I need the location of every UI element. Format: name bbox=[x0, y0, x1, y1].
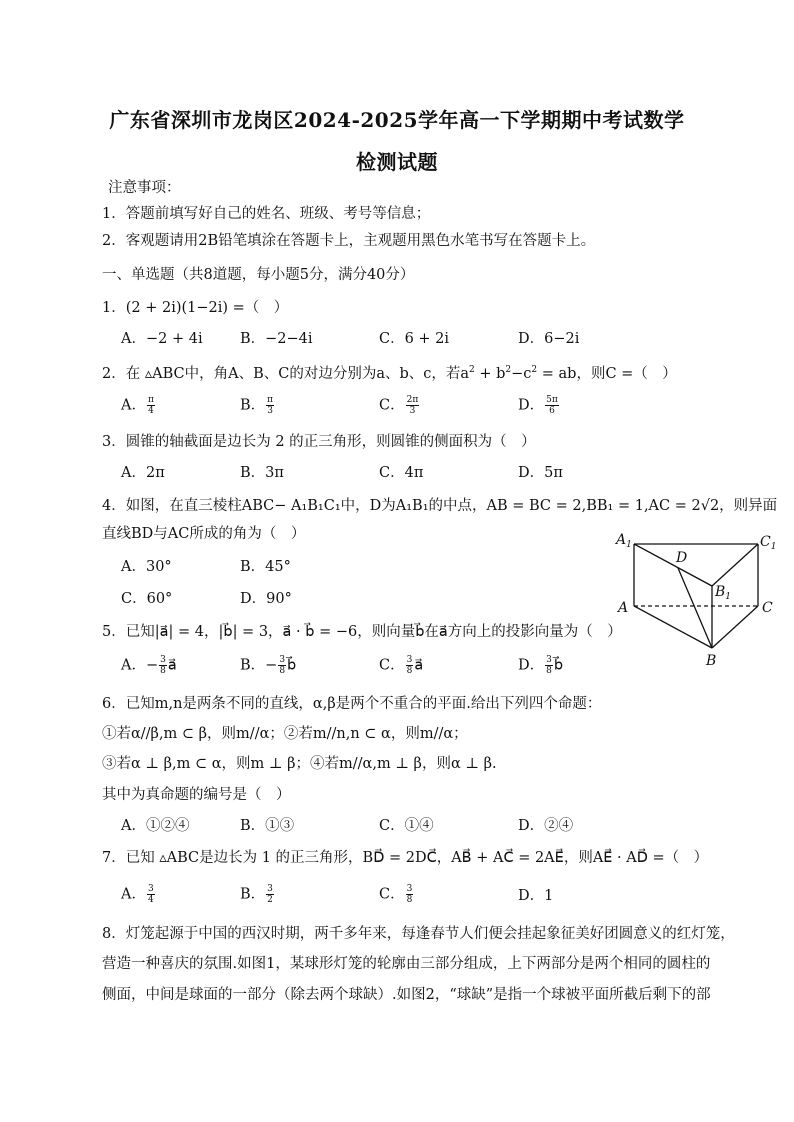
question-2-option-a: A． $\frac{\pi}{4}$ bbox=[121, 395, 154, 416]
question-4-stem-line1: 4．如图，在直三棱柱ABC− A₁B₁C₁中，D为A₁B₁的中点，AB = BC = 2,BB₁ = 1,AC = 2√2，则异面 bbox=[102, 498, 778, 514]
question-4-stem-line2: 直线BD与AC所成的角为（ ） bbox=[102, 526, 306, 542]
exam-title-line2: 检测试题 bbox=[356, 150, 438, 174]
question-3-option-a: A．2π bbox=[121, 465, 165, 481]
label-d: D bbox=[676, 550, 688, 566]
question-2-stem: 2．在 ▵ABC中，角A、B、C的对边分别为a、b、c，若$a^2 + b^2-c^2$ = ab，则C =（ ） bbox=[102, 365, 677, 382]
question-1-option-c: C．6 + 2i bbox=[379, 331, 450, 347]
label-a1: $A_1$ bbox=[616, 532, 632, 550]
question-5-option-b: B．− $\frac{3}{8}$ b⃗ bbox=[240, 655, 297, 676]
question-7-option-d: D．1 bbox=[518, 888, 554, 904]
question-6-option-d: D．②④ bbox=[518, 818, 574, 834]
question-8-line3: 侧面，中间是球面的一部分（除去两个球缺）.如图2，“球缺”是指一个球被平面所截后剩下的部 bbox=[102, 987, 711, 1003]
notes-item-2: 2．客观题请用2B铅笔填涂在答题卡上，主观题用黑色水笔书写在答题卡上。 bbox=[102, 233, 596, 249]
question-3-option-d: D．5π bbox=[518, 465, 563, 481]
question-8-line2: 营造一种喜庆的氛围.如图1，某球形灯笼的轮廓由三部分组成，上下两部分是两个相同的圆柱的 bbox=[102, 956, 711, 972]
question-2-option-d: D． $\frac{5\pi}{6}$ bbox=[518, 395, 558, 416]
label-c1: $C_1$ bbox=[760, 534, 777, 552]
question-6-prompt: 其中为真命题的编号是（ ） bbox=[102, 787, 291, 803]
question-4-option-b: B．45° bbox=[240, 559, 291, 575]
question-5-option-a: A．− $\frac{3}{8}$ a⃗ bbox=[121, 655, 177, 676]
question-7-option-a: A． $\frac{3}{4}$ bbox=[121, 884, 154, 905]
question-1-option-d: D．6−2i bbox=[518, 331, 580, 347]
notes-heading: 注意事项： bbox=[108, 180, 181, 196]
exam-title-line1: 广东省深圳市龙岗区2024-2025学年高一下学期期中考试数学 bbox=[109, 108, 685, 132]
section-heading-single-choice: 一、单选题（共8道题，每小题5分，满分40分） bbox=[102, 267, 415, 283]
prism-figure bbox=[612, 528, 782, 670]
question-4-option-a: A．30° bbox=[121, 559, 172, 575]
label-c: C bbox=[762, 600, 773, 616]
question-6-stem: 6．已知m,n是两条不同的直线，α,β是两个不重合的平面.给出下列四个命题： bbox=[102, 696, 602, 712]
question-3-stem: 3．圆锥的轴截面是边长为 2 的正三角形，则圆锥的侧面积为（ ） bbox=[102, 434, 536, 450]
segment-bd bbox=[678, 568, 712, 648]
question-6-propositions-3-4: ③若α ⊥ β,m ⊂ α，则m ⊥ β；④若m//α,m ⊥ β，则α ⊥ β. bbox=[102, 756, 497, 772]
question-7-option-b: B． $\frac{3}{2}$ bbox=[240, 884, 273, 905]
question-8-line1: 8．灯笼起源于中国的西汉时期，两千多年来，每逢春节人们便会挂起象征美好团圆意义的红灯笼， bbox=[102, 926, 735, 942]
question-3-option-c: C．4π bbox=[379, 465, 424, 481]
question-7-stem: 7．已知 ▵ABC是边长为 1 的正三角形，BD⃗ = 2DC⃗，AB⃗ + AC⃗ = 2AE⃗，则AE⃗ · AD⃗ =（ ） bbox=[102, 850, 709, 866]
edge-bc bbox=[712, 606, 758, 648]
question-6-option-c: C．①④ bbox=[379, 818, 434, 834]
question-2-option-c: C． $\frac{2\pi}{3}$ bbox=[379, 395, 419, 416]
question-6-option-b: B．①③ bbox=[240, 818, 295, 834]
question-5-option-d: D． $\frac{3}{8}$ b⃗ bbox=[518, 655, 564, 676]
question-6-option-a: A．①②④ bbox=[121, 818, 190, 834]
question-4-option-d: D．90° bbox=[240, 591, 292, 607]
question-7-option-c: C． $\frac{3}{8}$ bbox=[379, 884, 413, 905]
question-1-stem: 1．(2 + 2i)(1−2i) =（ ） bbox=[102, 300, 289, 316]
edge-a1b1 bbox=[634, 544, 712, 586]
question-5-option-c: C． $\frac{3}{8}$ a⃗ bbox=[379, 655, 424, 676]
label-b1: $B_1$ bbox=[715, 584, 732, 602]
question-1-option-a: A．−2 + 4i bbox=[121, 331, 203, 347]
question-4-option-c: C．60° bbox=[121, 591, 173, 607]
question-1-option-b: B．−2−4i bbox=[240, 331, 313, 347]
label-a: A bbox=[618, 600, 629, 616]
question-6-propositions-1-2: ①若α//β,m ⊂ β，则m//α；②若m//n,n ⊂ α，则m//α； bbox=[102, 726, 468, 742]
question-3-option-b: B．3π bbox=[240, 465, 284, 481]
question-5-stem: 5．已知|a⃗| = 4，|b⃗| = 3，a⃗ · b⃗ = −6，则向量b⃗在a⃗方向上的投影向量为（ ） bbox=[102, 624, 622, 640]
notes-item-1: 1．答题前填写好自己的姓名、班级、考号等信息； bbox=[102, 206, 431, 222]
edge-ab bbox=[634, 606, 712, 648]
label-b: B bbox=[706, 653, 717, 669]
question-2-option-b: B． $\frac{\pi}{3}$ bbox=[240, 395, 274, 416]
edge-b1c1 bbox=[712, 544, 758, 586]
